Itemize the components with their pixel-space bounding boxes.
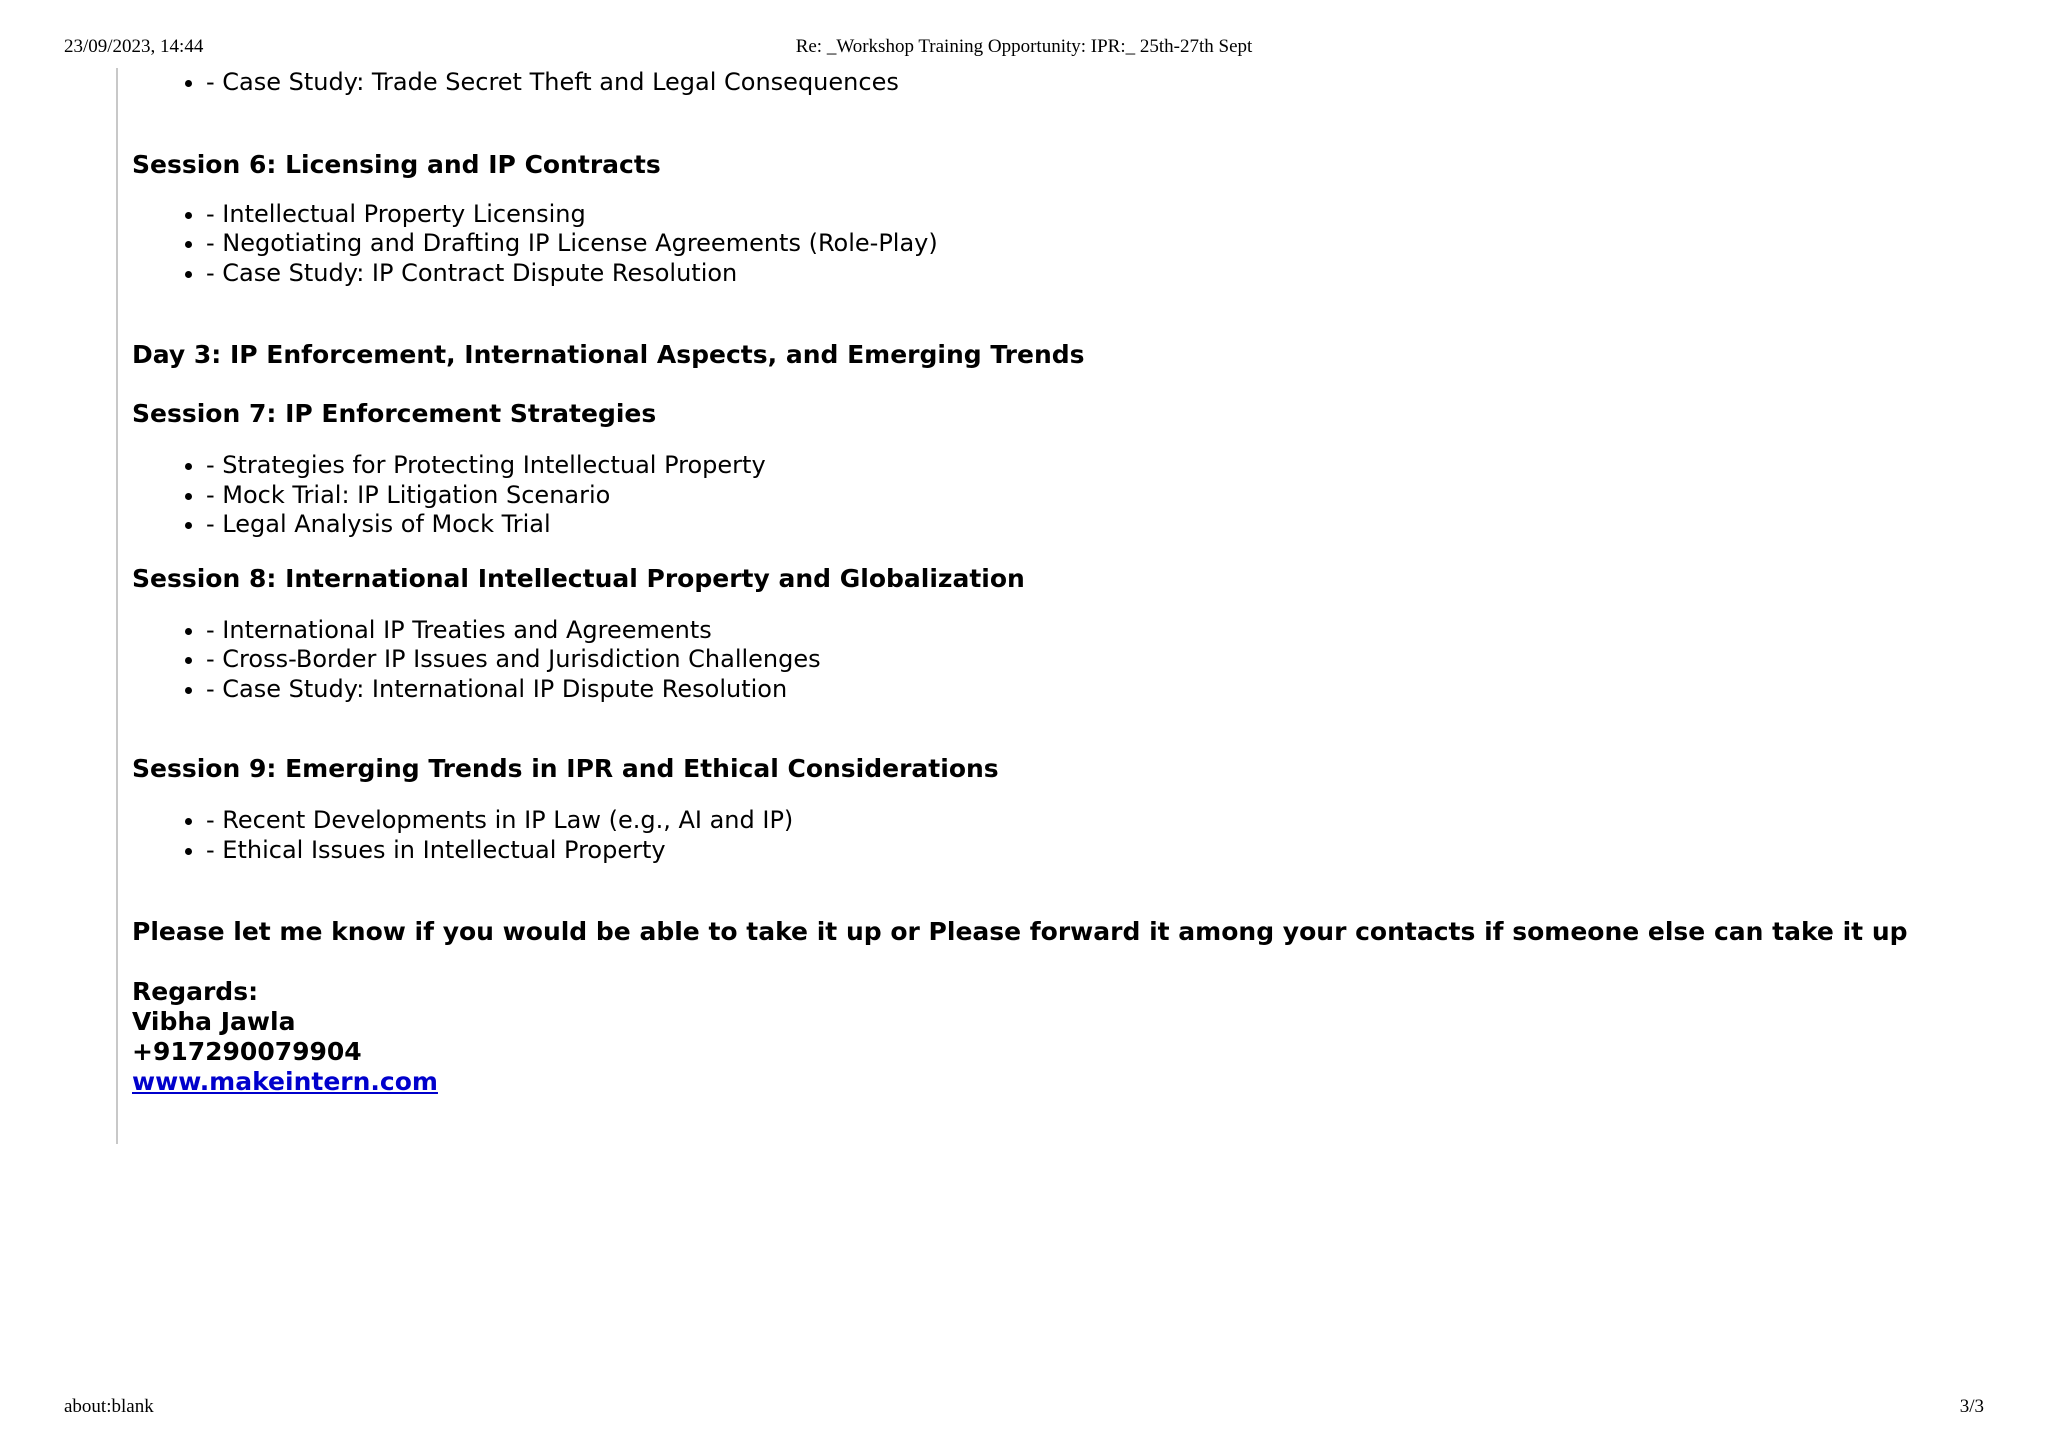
list-item: • - Mock Trial: IP Litigation Scenario bbox=[206, 481, 1992, 511]
signature-phone: +917290079904 bbox=[132, 1037, 362, 1066]
list-item: • - Ethical Issues in Intellectual Property bbox=[206, 836, 1992, 866]
print-title: Re: _Workshop Training Opportunity: IPR:_ 25th-27th Sept bbox=[795, 36, 1253, 57]
list-item: • - Strategies for Protecting Intellectual Property bbox=[206, 451, 1992, 481]
signature bbox=[132, 977, 1992, 1097]
signature-regards: Regards: bbox=[132, 977, 259, 1006]
page-number: 3/3 bbox=[1959, 1396, 1984, 1417]
session-6-list bbox=[132, 200, 1992, 289]
session-7-heading: Session 7: IP Enforcement Strategies bbox=[132, 399, 657, 428]
closing-request: Please let me know if you would be able to take it up or Please forward it among your contacts if someone else can take it up bbox=[132, 917, 1908, 946]
website-link[interactable]: www.makeintern.com bbox=[132, 1067, 438, 1096]
list-item: • - Case Study: International IP Dispute Resolution bbox=[206, 675, 1992, 705]
print-datetime: 23/09/2023, 14:44 bbox=[64, 36, 204, 57]
session-9-list bbox=[132, 806, 1992, 865]
email-body bbox=[132, 68, 1992, 1097]
list-item: • - Recent Developments in IP Law (e.g., AI and IP) bbox=[206, 806, 1992, 836]
list-item: • - International IP Treaties and Agreements bbox=[206, 616, 1992, 646]
signature-name: Vibha Jawla bbox=[132, 1007, 296, 1036]
list-item: • - Legal Analysis of Mock Trial bbox=[206, 510, 1992, 540]
session-6-heading: Session 6: Licensing and IP Contracts bbox=[132, 149, 661, 179]
list-item: • - Case Study: IP Contract Dispute Resolution bbox=[206, 259, 1992, 289]
day-3-heading: Day 3: IP Enforcement, International Aspects, and Emerging Trends bbox=[132, 340, 1085, 369]
print-url: about:blank bbox=[64, 1396, 154, 1417]
session-8-heading: Session 8: International Intellectual Property and Globalization bbox=[132, 563, 1025, 593]
session-7-list bbox=[132, 451, 1992, 540]
top-list bbox=[132, 68, 1992, 98]
session-8-list bbox=[132, 616, 1992, 705]
list-item: • - Intellectual Property Licensing bbox=[206, 200, 1992, 230]
list-item: • - Case Study: Trade Secret Theft and Legal Consequences bbox=[206, 68, 1992, 98]
session-9-heading: Session 9: Emerging Trends in IPR and Ethical Considerations bbox=[132, 754, 999, 783]
list-item: • - Cross-Border IP Issues and Jurisdiction Challenges bbox=[206, 645, 1992, 675]
list-item: • - Negotiating and Drafting IP License Agreements (Role-Play) bbox=[206, 229, 1992, 259]
